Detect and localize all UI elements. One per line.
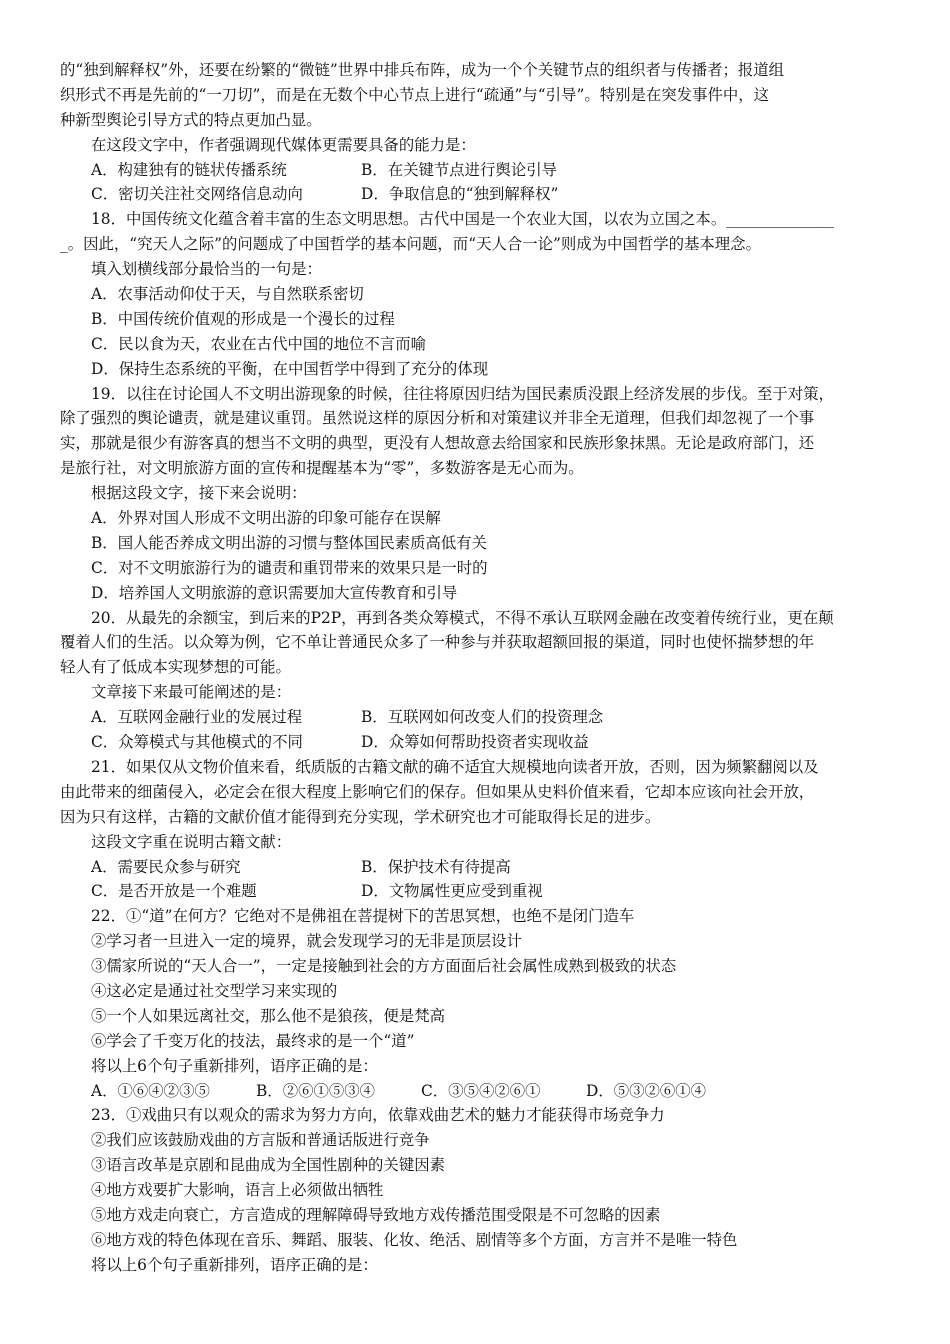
question-prompt: 将以上6个句子重新排列，语序正确的是：	[91, 1255, 378, 1274]
option-row	[60, 158, 890, 183]
paragraph-line: 种新型舆论引导方式的特点更加凸显。	[60, 110, 322, 129]
option-row	[60, 1079, 890, 1104]
option-c: C．众筹模式与其他模式的不同	[91, 733, 303, 752]
question-18-text: 18．中国传统文化蕴含着丰富的生态文明思想。古代中国是一个农业大国，以农为立国之本。______________	[91, 210, 834, 229]
sentence-item: ③儒家所说的“天人合一”，一定是接触到社会的方方面面后社会属性成熟到极致的状态	[91, 957, 677, 976]
question-20-text: 20．从最先的余额宝，到后来的P2P，再到各类众筹模式，不得不承认互联网金融在改变着传统行业，更在颠	[91, 608, 834, 627]
option-row	[60, 879, 890, 904]
paragraph-line: 覆着人们的生活。以众筹为例，它不单让普通民众多了一种参与并获取超额回报的渠道，同时也使怀揣梦想的年	[60, 633, 815, 652]
option-b: B．中国传统价值观的形成是一个漫长的过程	[91, 309, 395, 328]
option-a: A．农事活动仰仗于天，与自然联系密切	[91, 285, 364, 304]
question-prompt: 这段文字重在说明古籍文献：	[91, 832, 292, 851]
sentence-item: ④这必定是通过社交型学习来实现的	[91, 981, 338, 1000]
option-b: B．②⑥①⑤③④	[256, 1081, 376, 1100]
question-23-text: 23．①戏曲只有以观众的需求为努力方向，依靠戏曲艺术的魅力才能获得市场竞争力	[91, 1106, 665, 1125]
question-22-text: 22．①“道”在何方？它绝对不是佛祖在菩提树下的苦思冥想，也绝不是闭门造车	[91, 907, 635, 926]
option-b: B．国人能否养成文明出游的习惯与整体国民素质高低有关	[91, 533, 488, 552]
paragraph-line: 的“独到解释权”外，还要在纷繁的“微链”世界中排兵布阵，成为一个个关键节点的组织者与传播者；报道组	[60, 61, 785, 79]
paragraph-line: _。因此，“究天人之际”的问题成了中国哲学的基本问题，而“天人合一论”则成为中国哲学的基本理念。	[60, 235, 761, 254]
option-c: C．密切关注社交网络信息动向	[91, 185, 303, 204]
option-a: A．互联网金融行业的发展过程	[91, 708, 303, 727]
question-19-text: 19．以往在讨论国人不文明出游现象的时候，往往将原因归结为国民素质没跟上经济发展的步伐。至于对策，	[91, 384, 834, 403]
document-page	[60, 58, 890, 1278]
option-c: C．民以食为天，农业在古代中国的地位不言而喻	[91, 334, 426, 353]
sentence-item: ⑥地方戏的特色体现在音乐、舞蹈、服装、化妆、绝活、剧情等多个方面，方言并不是唯一特色	[91, 1230, 738, 1249]
question-prompt: 根据这段文字，接下来会说明：	[91, 484, 307, 503]
option-d: D．争取信息的“独到解释权”	[361, 185, 559, 204]
option-b: B．保护技术有待提高	[361, 857, 511, 876]
paragraph-line: 实，那就是很少有游客真的想当不文明的典型，更没有人想故意去给国家和民族形象抹黑。无论是政府部门，还	[60, 434, 815, 453]
option-d: D．保持生态系统的平衡，在中国哲学中得到了充分的体现	[91, 359, 489, 378]
question-21-text: 21．如果仅从文物价值来看，纸质版的古籍文献的确不适宜大规模地向读者开放，否则，因为频繁翻阅以及	[91, 757, 819, 776]
question-prompt: 文章接下来最可能阐述的是：	[91, 683, 292, 702]
paragraph-line: 织形式不再是先前的“一刀切”，而是在无数个中心节点上进行“疏通”与“引导”。特别是在突发事件中，这	[60, 85, 770, 104]
question-prompt: 在这段文字中，作者强调现代媒体更需要具备的能力是：	[91, 135, 476, 154]
option-row	[60, 705, 890, 730]
option-d: D．众筹如何帮助投资者实现收益	[361, 733, 589, 752]
option-d: D．⑤③②⑥①④	[586, 1081, 707, 1100]
question-prompt: 填入划横线部分最恰当的一句是：	[91, 260, 322, 279]
sentence-item: ⑤地方戏走向衰亡，方言造成的理解障碍导致地方戏传播范围受限是不可忽略的因素	[91, 1205, 661, 1224]
option-a: A．构建独有的链状传播系统	[91, 160, 287, 179]
sentence-item: ⑥学会了千变万化的技法，最终求的是一个“道”	[91, 1031, 415, 1050]
sentence-item: ③语言改革是京剧和昆曲成为全国性剧种的关键因素	[91, 1156, 445, 1175]
paragraph-line: 由此带来的细菌侵入，必定会在很大程度上影响它们的保存。但如果从史料价值来看，它却本应该向社会开放，	[60, 782, 815, 801]
sentence-item: ②我们应该鼓励戏曲的方言版和普通话版进行竞争	[91, 1131, 430, 1150]
question-prompt: 将以上6个句子重新排列，语序正确的是：	[91, 1056, 378, 1075]
option-row	[60, 730, 890, 755]
option-a: A．需要民众参与研究	[91, 857, 241, 876]
option-d: D．文物属性更应受到重视	[361, 882, 543, 901]
option-c: C．是否开放是一个难题	[91, 882, 257, 901]
option-c: C．对不文明旅游行为的谴责和重罚带来的效果只是一时的	[91, 558, 488, 577]
sentence-item: ⑤一个人如果远离社交，那么他不是狼孩，便是梵高	[91, 1006, 445, 1025]
paragraph-line: 因为只有这样，古籍的文献价值才能得到充分实现，学术研究也才可能取得长足的进步。	[60, 807, 661, 826]
option-b: B．互联网如何改变人们的投资理念	[361, 708, 604, 727]
option-row	[60, 182, 890, 207]
sentence-item: ②学习者一旦进入一定的境界，就会发现学习的无非是顶层设计	[91, 932, 522, 951]
paragraph-line: 是旅行社，对文明旅游方面的宣传和提醒基本为“零”，多数游客是无心而为。	[60, 459, 584, 478]
option-d: D．培养国人文明旅游的意识需要加大宣传教育和引导	[91, 583, 458, 602]
sentence-item: ④地方戏要扩大影响，语言上必须做出牺牲	[91, 1181, 384, 1200]
option-a: A．①⑥④②③⑤	[91, 1081, 210, 1100]
paragraph-line: 轻人有了低成本实现梦想的可能。	[60, 658, 291, 677]
option-row	[60, 855, 890, 880]
option-b: B．在关键节点进行舆论引导	[361, 160, 557, 179]
option-c: C．③⑤④②⑥①	[421, 1081, 541, 1100]
paragraph-line: 除了强烈的舆论谴责，就是建议重罚。虽然说这样的原因分析和对策建议并非全无道理，但我们却忽视了一个事	[60, 409, 815, 428]
option-a: A．外界对国人形成不文明出游的印象可能存在误解	[91, 509, 441, 528]
